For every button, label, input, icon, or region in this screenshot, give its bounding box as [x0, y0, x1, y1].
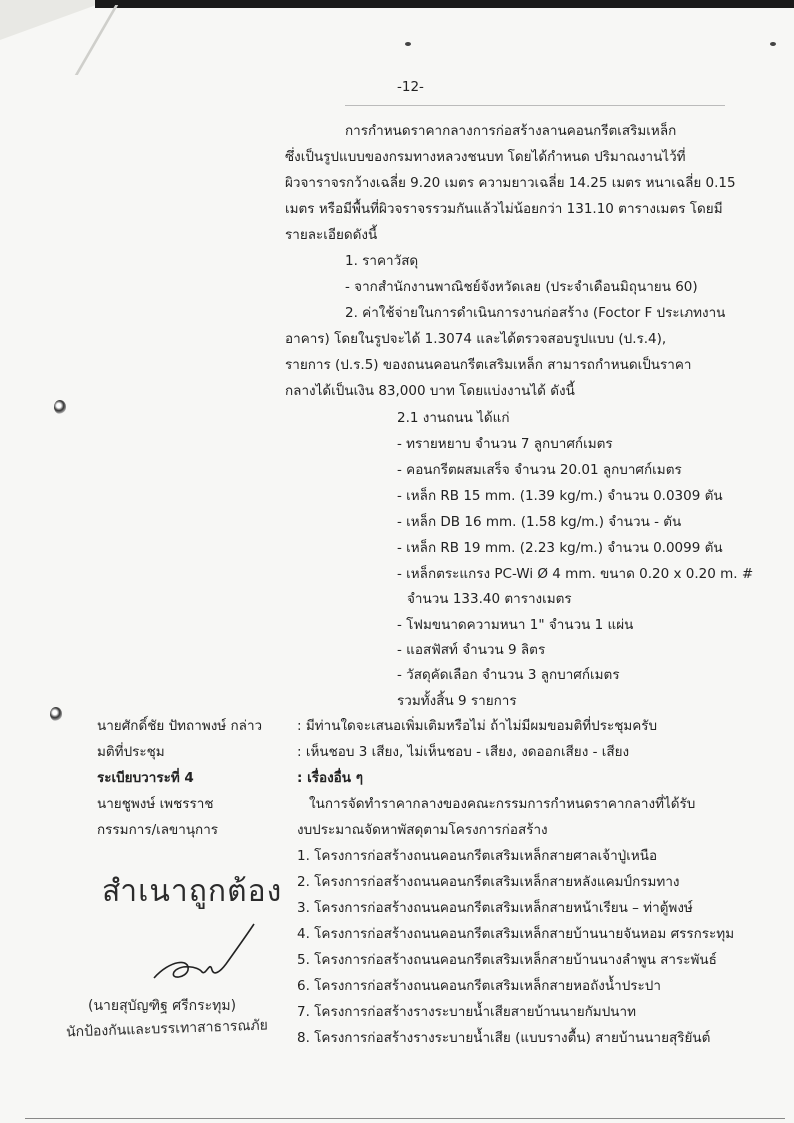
intro-line: รายละเอียดดังนี้ [285, 227, 378, 243]
page-number: -12- [397, 79, 424, 95]
intro-line: เมตร หรือมีพื้นที่ผิวจราจรรวมกันแล้วไม่น้อยกว่า 131.10 ตารางเมตร โดยมี [285, 201, 723, 217]
item2-line: อาคาร) โดยในรูปจะได้ 1.3074 และได้ตรวจสอบรูปแบบ (ป.ร.4), [285, 331, 667, 347]
other-intro-line: งบประมาณจัดหาพัสดุตามโครงการก่อสร้าง [297, 822, 548, 838]
punch-hole [50, 707, 62, 721]
header-rule [345, 105, 725, 106]
signer-name: (นายสุบัญฑิฐ ศรีกระทุม) [88, 998, 237, 1014]
speaker-name: นายศักดิ์ชัย ปัทถาพงษ์ กล่าว [97, 718, 263, 734]
road-work-item: - เหล็ก RB 15 mm. (1.39 kg/m.) จำนวน 0.0309 ตัน [397, 488, 723, 504]
agenda-label: ระเบียบวาระที่ 4 [97, 770, 194, 786]
road-work-total: รวมทั้งสิ้น 9 รายการ [397, 693, 517, 709]
resolution-text: : เห็นชอบ 3 เสียง, ไม่เห็นชอบ - เสียง, งดออกเสียง - เสียง [297, 744, 630, 760]
punch-hole [54, 400, 66, 414]
project-item: 5. โครงการก่อสร้างถนนคอนกรีตเสริมเหล็กสายบ้านนางลำพูน สาระพันธ์ [297, 952, 717, 968]
project-item: 6. โครงการก่อสร้างถนนคอนกรีตเสริมเหล็กสายหอถังน้ำประปา [297, 978, 661, 994]
item1-heading: 1. ราคาวัสดุ [345, 253, 419, 269]
project-item: 4. โครงการก่อสร้างถนนคอนกรีตเสริมเหล็กสายบ้านนายจันหอม ศรรกระทุม [297, 926, 735, 942]
road-work-item: - คอนกรีตผสมเสร็จ จำนวน 20.01 ลูกบาศก์เมตร [397, 462, 682, 478]
project-item: 1. โครงการก่อสร้างถนนคอนกรีตเสริมเหล็กสายศาลเจ้าปู่เหนือ [297, 848, 658, 864]
road-work-heading: 2.1 งานถนน ได้แก่ [397, 410, 510, 426]
scan-speck [405, 42, 411, 46]
item1-detail: - จากสำนักงานพาณิชย์จังหวัดเลย (ประจำเดือนมิถุนายน 60) [345, 279, 698, 295]
secretary-role: กรรมการ/เลขานุการ [97, 822, 219, 838]
page-bottom-edge [25, 1118, 785, 1119]
signer-title: นักป้องกันและบรรเทาสาธารณภัย [65, 1017, 269, 1041]
certified-copy-stamp: สำเนาถูกต้อง [102, 874, 283, 909]
road-work-item: - แอสฟัสท์ จำนวน 9 ลิตร [397, 642, 546, 658]
road-work-item: จำนวน 133.40 ตารางเมตร [407, 591, 572, 607]
road-work-item: - โฟมขนาดความหนา 1" จำนวน 1 แผ่น [397, 617, 634, 633]
other-matters-title: : เรื่องอื่น ๆ [297, 770, 363, 786]
road-work-item: - เหล็กตระแกรง PC-Wi Ø 4 mm. ขนาด 0.20 x 0.20 m. # [397, 566, 754, 582]
item2-line: รายการ (ป.ร.5) ของถนนคอนกรีตเสริมเหล็ก สามารถกำหนดเป็นราคา [285, 357, 692, 373]
item2-line: 2. ค่าใช้จ่ายในการดำเนินการงานก่อสร้าง (Foctor F ประเภทงาน [345, 305, 726, 321]
intro-line: การกำหนดราคากลางการก่อสร้างลานคอนกรีตเสริมเหล็ก [345, 123, 677, 139]
project-item: 7. โครงการก่อสร้างรางระบายน้ำเสียสายบ้านนายกัมปนาท [297, 1004, 636, 1020]
resolution-label: มติที่ประชุม [97, 744, 165, 760]
signature-icon [150, 920, 260, 990]
project-item: 8. โครงการก่อสร้างรางระบายน้ำเสีย (แบบรางตื้น) สายบ้านนายสุริยันต์ [297, 1030, 711, 1046]
speaker-statement: : มีท่านใดจะเสนอเพิ่มเติมหรือไม่ ถ้าไม่มีผมขอมติที่ประชุมครับ [297, 718, 658, 734]
intro-line: ผิวจาราจรกว้างเฉลี่ย 9.20 เมตร ความยาวเฉลี่ย 14.25 เมตร หนาเฉลี่ย 0.15 [285, 175, 736, 191]
scan-corner [0, 0, 110, 40]
road-work-item: - เหล็ก RB 19 mm. (2.23 kg/m.) จำนวน 0.0099 ตัน [397, 540, 723, 556]
project-item: 2. โครงการก่อสร้างถนนคอนกรีตเสริมเหล็กสายหลังแคมป์กรมทาง [297, 874, 680, 890]
item2-line: กลางได้เป็นเงิน 83,000 บาท โดยแบ่งงานได้ ดังนี้ [285, 383, 575, 399]
other-intro-line: ในการจัดทำราคากลางของคณะกรรมการกำหนดราคากลางที่ได้รับ [309, 796, 696, 812]
scan-top-edge [95, 0, 794, 8]
road-work-item: - เหล็ก DB 16 mm. (1.58 kg/m.) จำนวน - ตัน [397, 514, 682, 530]
secretary-name: นายชูพงษ์ เพชรราช [97, 796, 214, 812]
road-work-item: - วัสดุคัดเลือก จำนวน 3 ลูกบาศก์เมตร [397, 667, 620, 683]
scan-speck [770, 42, 776, 46]
road-work-item: - ทรายหยาบ จำนวน 7 ลูกบาศก์เมตร [397, 436, 613, 452]
project-item: 3. โครงการก่อสร้างถนนคอนกรีตเสริมเหล็กสายหน้าเรียน – ท่าตู้พงษ์ [297, 900, 693, 916]
intro-line: ซึ่งเป็นรูปแบบของกรมทางหลวงชนบท โดยได้กำหนด ปริมาณงานไว้ที่ [285, 149, 686, 165]
